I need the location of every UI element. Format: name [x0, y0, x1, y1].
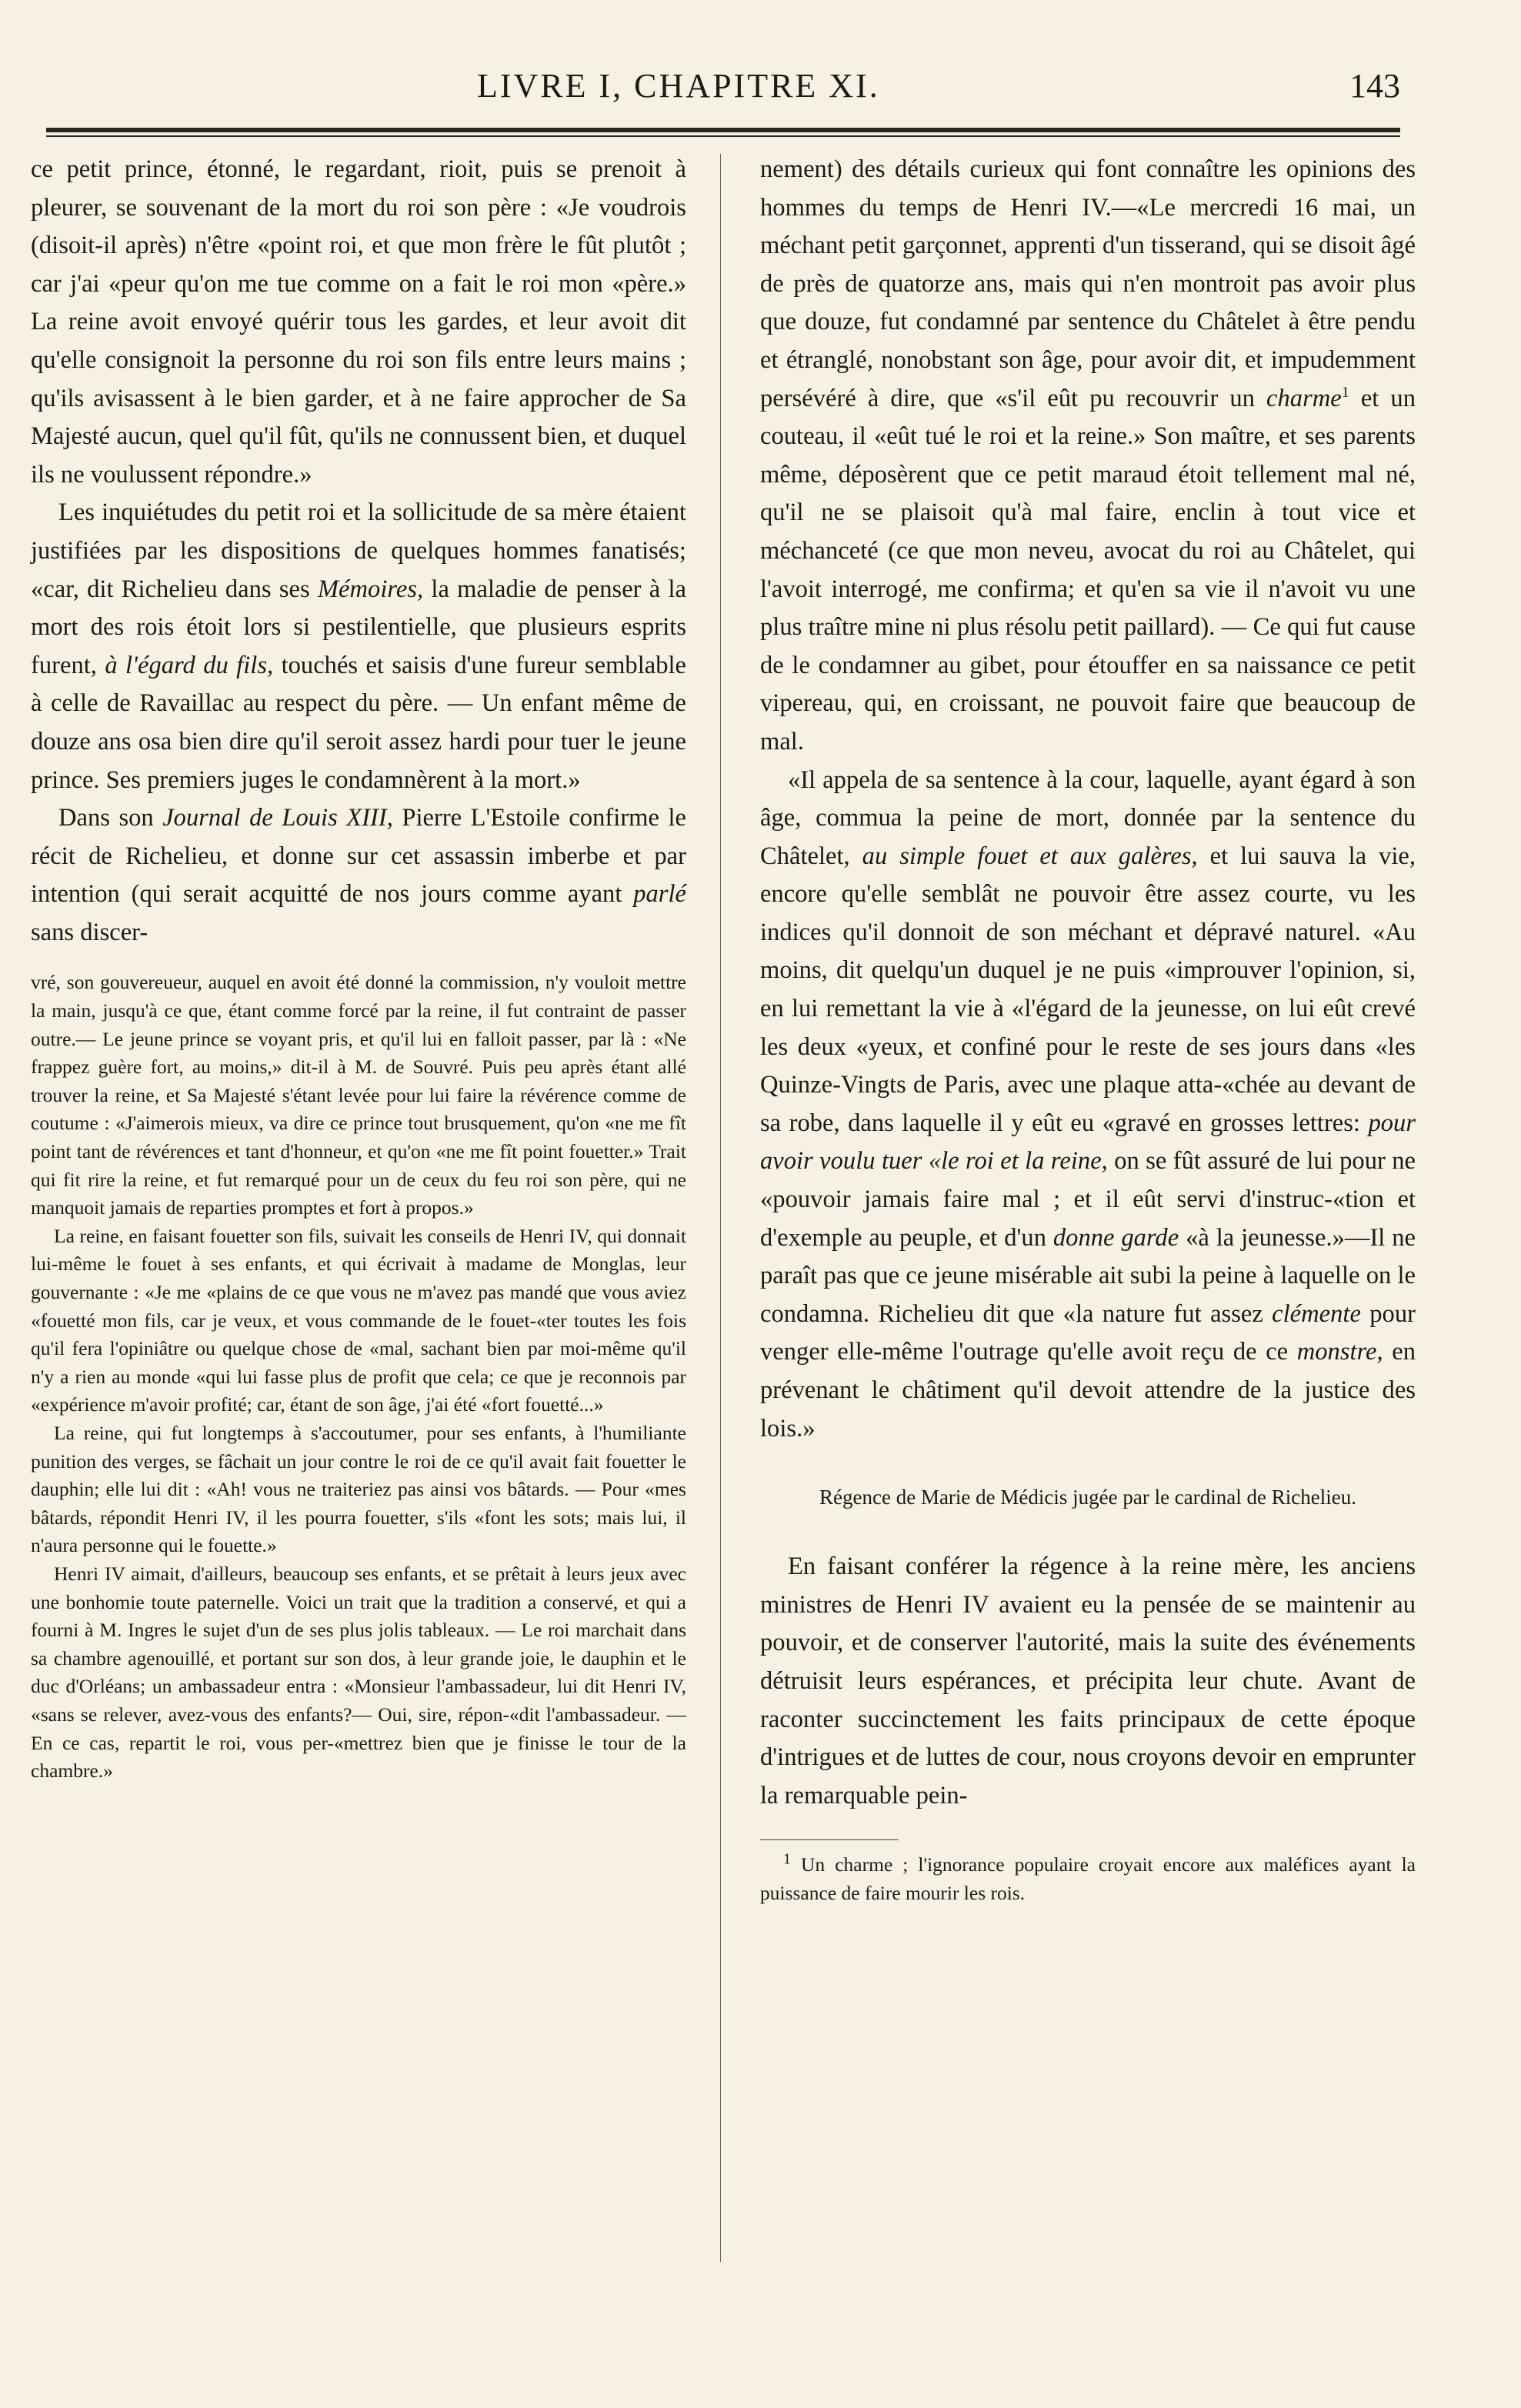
text-run: touchés et saisis d'une fureur semblable à celle de Ravaillac au respect du père. — Un enfant même de douze ans osa bien dire qu'il seroit assez hardi pour tuer le jeune prince. Ses premiers juges le condamnèrent à la mort.»: [31, 651, 687, 794]
italic-run: Journal de Louis XIII,: [162, 804, 393, 832]
text-run: nement) des détails curieux qui font connaître les opinions des hommes du temps de Henri IV.—«Le mercredi 16 mai, un méchant petit garçonnet, apprenti d'un tisserand, qui se disoit âgé de près de quatorze ans, mais qui n'en montroit pas avoir plus que douze, fut condamné par sentence du Châtelet à être pendu et étranglé, nonobstant son âge, pour avoir dit, et impudemment persévéré à dire, que «s'il eût pu recouvrir un: [760, 155, 1416, 412]
footnote-marker[interactable]: 1: [1341, 383, 1349, 401]
note-paragraph: La reine, en faisant fouetter son fils, suivait les conseils de Henri IV, qui donnait lui-même le fouet à ses enfants, et qui écrivait à madame de Monglas, leur gouvernante : «Je me «plains de ce que vous ne m'avez pas mandé que vous aviez «fouetté mon fils, car je veux, et vous commande de le fouet-«ter toutes les fois qu'il fera l'opiniâtre ou quelque chose de «mal, sachant bien par moi-même qu'il n'y a rien au monde «qui lui fasse plus de profit que cela; ce que je reconnois par «expérience m'avoir profité; car, étant de son âge, j'ai été «fort fouetté...»: [31, 1224, 686, 1416]
running-head: [46, 66, 1400, 120]
italic-run: clémente: [1272, 1299, 1361, 1328]
header-rule-thick: [46, 128, 1400, 132]
note-paragraph: Henri IV aimait, d'ailleurs, beaucoup ses enfants, et se prêtait à leurs jeux avec une bonhomie toute paternelle. Voici un trait que la tradition a conservé, et qui a fourni à M. Ingres le sujet d'un de ses plus jolis tableaux. — Le roi marchait dans sa chambre agenouillé, et portant sur son dos, à leur grande joie, le dauphin et le duc d'Orléans; un ambassadeur entra : «Monsieur l'ambassadeur, lui dit Henri IV, «sans se relever, avez-vous des enfants?— Oui, sire, répon-«dit l'ambassadeur. — En ce cas, repartit le roi, vous per-«mettrez bien que je finisse le tour de la chambre.»: [31, 1562, 686, 1783]
paragraph: En faisant conférer la régence à la reine mère, les anciens ministres de Henri IV avaient eu la pensée de se maintenir au pouvoir, et de conserver l'autorité, mais la suite des événements détruisit leurs espérances, et précipita leur chute. Avant de raconter succinctement les faits principaux de cette époque d'intrigues et de luttes de cour, nous croyons devoir en emprunter la remarquable pein-: [760, 1553, 1416, 1809]
italic-run: monstre,: [1296, 1338, 1383, 1366]
paragraph: [31, 799, 686, 952]
text-run: «à la jeunesse.»—Il ne paraît pas que ce jeune misérable ait subi la peine à laquelle on le condamna. Richelieu dit que «la nature fut assez: [760, 1223, 1416, 1328]
left-column: [31, 151, 686, 1786]
page-number: 143: [1349, 67, 1400, 105]
text-run: sans discer-: [31, 918, 148, 946]
footnote-text: Un charme ; l'ignorance populaire croyait encore aux maléfices ayant la puissance de faire mourir les rois.: [760, 1853, 1416, 1904]
paragraph: [760, 762, 1416, 1449]
header-rule-thin: [46, 135, 1400, 137]
text-run: Pierre L'Estoile confirme le récit de Richelieu, et donne sur cet assassin imberbe et par intention (qui serait acquitté de nos jours comme ayant: [31, 804, 686, 909]
text-run: la maladie de penser à la mort des rois étoit lors si pestilentielle, que plusieurs esprits furent,: [31, 575, 687, 679]
footnote-number: 1: [783, 1850, 791, 1868]
text-run: et lui sauva la vie, encore qu'elle semblât ne pouvoir être assez courte, vu les indices qu'il donnoit de son méchant et dépravé naturel. «Au moins, dit quelqu'un duquel je ne puis «improuver l'opinion, si, en lui remettant la vie à «l'égard de la jeunesse, on lui eût crevé les deux «yeux, et confiné pour le reste de ses jours dans «les Quinze-Vingts de Paris, avec une plaque atta-«chée au devant de sa robe, dans laquelle il y eût eu «gravé en grosses lettres:: [760, 842, 1416, 1137]
footnote: [760, 1851, 1416, 1907]
italic-run: charme: [1266, 384, 1342, 412]
italic-run: au simple fouet et aux galères,: [862, 842, 1198, 870]
italic-run: pour avoir voulu tuer «le roi et la reine,: [760, 1109, 1416, 1176]
section-subheading: Régence de Marie de Médicis jugée par le cardinal de Richelieu.: [819, 1486, 1356, 1509]
footnote-rule: [760, 1839, 899, 1840]
italic-run: Mémoires,: [317, 575, 424, 603]
column-divider: [720, 154, 721, 2262]
text-run: «Il appela de sa sentence à la cour, laquelle, ayant égard à son âge, commua la peine de mort, donnée par la sentence du Châtelet,: [760, 765, 1416, 870]
text-run: pour venger elle-même l'outrage qu'elle avoit reçu de ce: [760, 1299, 1416, 1366]
italic-run: donne garde: [1052, 1223, 1179, 1252]
notes-block: [31, 969, 686, 1785]
text-run: en prévenant le châtiment qu'il devoit attendre de la justice des lois.»: [760, 1338, 1416, 1442]
note-paragraph: La reine, qui fut longtemps à s'accoutumer, pour ses enfants, à l'humiliante punition des verges, se fâchait un jour contre le roi de ce qu'il avait fait fouetter le dauphin; elle lui dit : «Ah! vous ne traiteriez pas ainsi vos bâtards. — Pour «mes bâtards, répondit Henri IV, il les pourra fouetter, s'ils «font les sots; mais lui, il n'aura personne qui le fouette.»: [31, 1421, 686, 1557]
paragraph: [31, 494, 686, 799]
right-column: [760, 151, 1416, 1908]
paragraph: [760, 151, 1416, 762]
note-paragraph: vré, son gouvereueur, auquel en avoit été donné la commission, n'y vouloit mettre la main, jusqu'à ce que, étant comme forcé par la reine, il fut contraint de passer outre.— Le jeune prince se voyant pris, et qu'il lui en falloit passer, par là : «Ne frappez guère fort, au moins,» dit-il à M. de Souvré. Puis peu après étant allé trouver la reine, et Sa Majesté s'étant levée pour lui faire la révérence comme de coutume : «J'aimerois mieux, va dire ce prince tout brusquement, qu'on «ne me fît point tant de révérences et tant d'honneur, et qu'on «ne me fît point fouetter.» Trait qui fit rire la reine, et fut remarqué pour un de ceux du feu roi son père, qui ne manquoit jamais de reparties promptes et fort à propos.»: [31, 971, 686, 1219]
italic-run: à l'égard du fils,: [105, 651, 274, 679]
text-run: Dans son: [58, 804, 163, 832]
text-run: Les inquiétudes du petit roi et la sollicitude de sa mère étaient justifiées par les dispositions de quelques hommes fanatisés; «car, dit Richelieu dans ses: [31, 499, 686, 603]
chapter-title: LIVRE I, CHAPITRE XI.: [477, 67, 880, 105]
paragraph: ce petit prince, étonné, le regardant, rioit, puis se prenoit à pleurer, se souvenant de la mort du roi son père : «Je voudrois (disoit-il après) n'être «point roi, et que mon frère le fût plutôt ; car j'ai «peur qu'on me tue comme on a fait le roi mon «père.» La reine avoit envoyé quérir tous les gardes, et leur avoit dit qu'elle consignoit la personne du roi son fils entre leurs mains ; qu'ils avisassent à le bien garder, et à ne faire approcher de Sa Majesté aucun, quel qu'il fût, qu'ils ne connussent bien, et duquel ils ne voulussent répondre.»: [31, 155, 686, 489]
text-run: et un couteau, il «eût tué le roi et la reine.» Son maître, et ses parents même, déposèrent que ce petit maraud étoit tellement mal né, qu'il ne se plaisoit qu'à mal faire, enclin à tout vice et méchanceté (ce que mon neveu, avocat du roi au Châtelet, qui l'avoit interrogé, me confirma; et qu'en sa vie il n'avoit vu une plus traître mine ni plus résolu petit paillard). — Ce qui fut cause de le condamner au gibet, pour étouffer en sa naissance ce petit vipereau, qui, en croissant, ne pouvoit faire que beaucoup de mal.: [760, 384, 1416, 755]
text-run: on se fût assuré de lui pour ne «pouvoir jamais faire mal ; et il eût servi d'instruc-«tion et d'exemple au peuple, et d'un: [760, 1147, 1416, 1252]
italic-run: parlé: [633, 880, 686, 909]
